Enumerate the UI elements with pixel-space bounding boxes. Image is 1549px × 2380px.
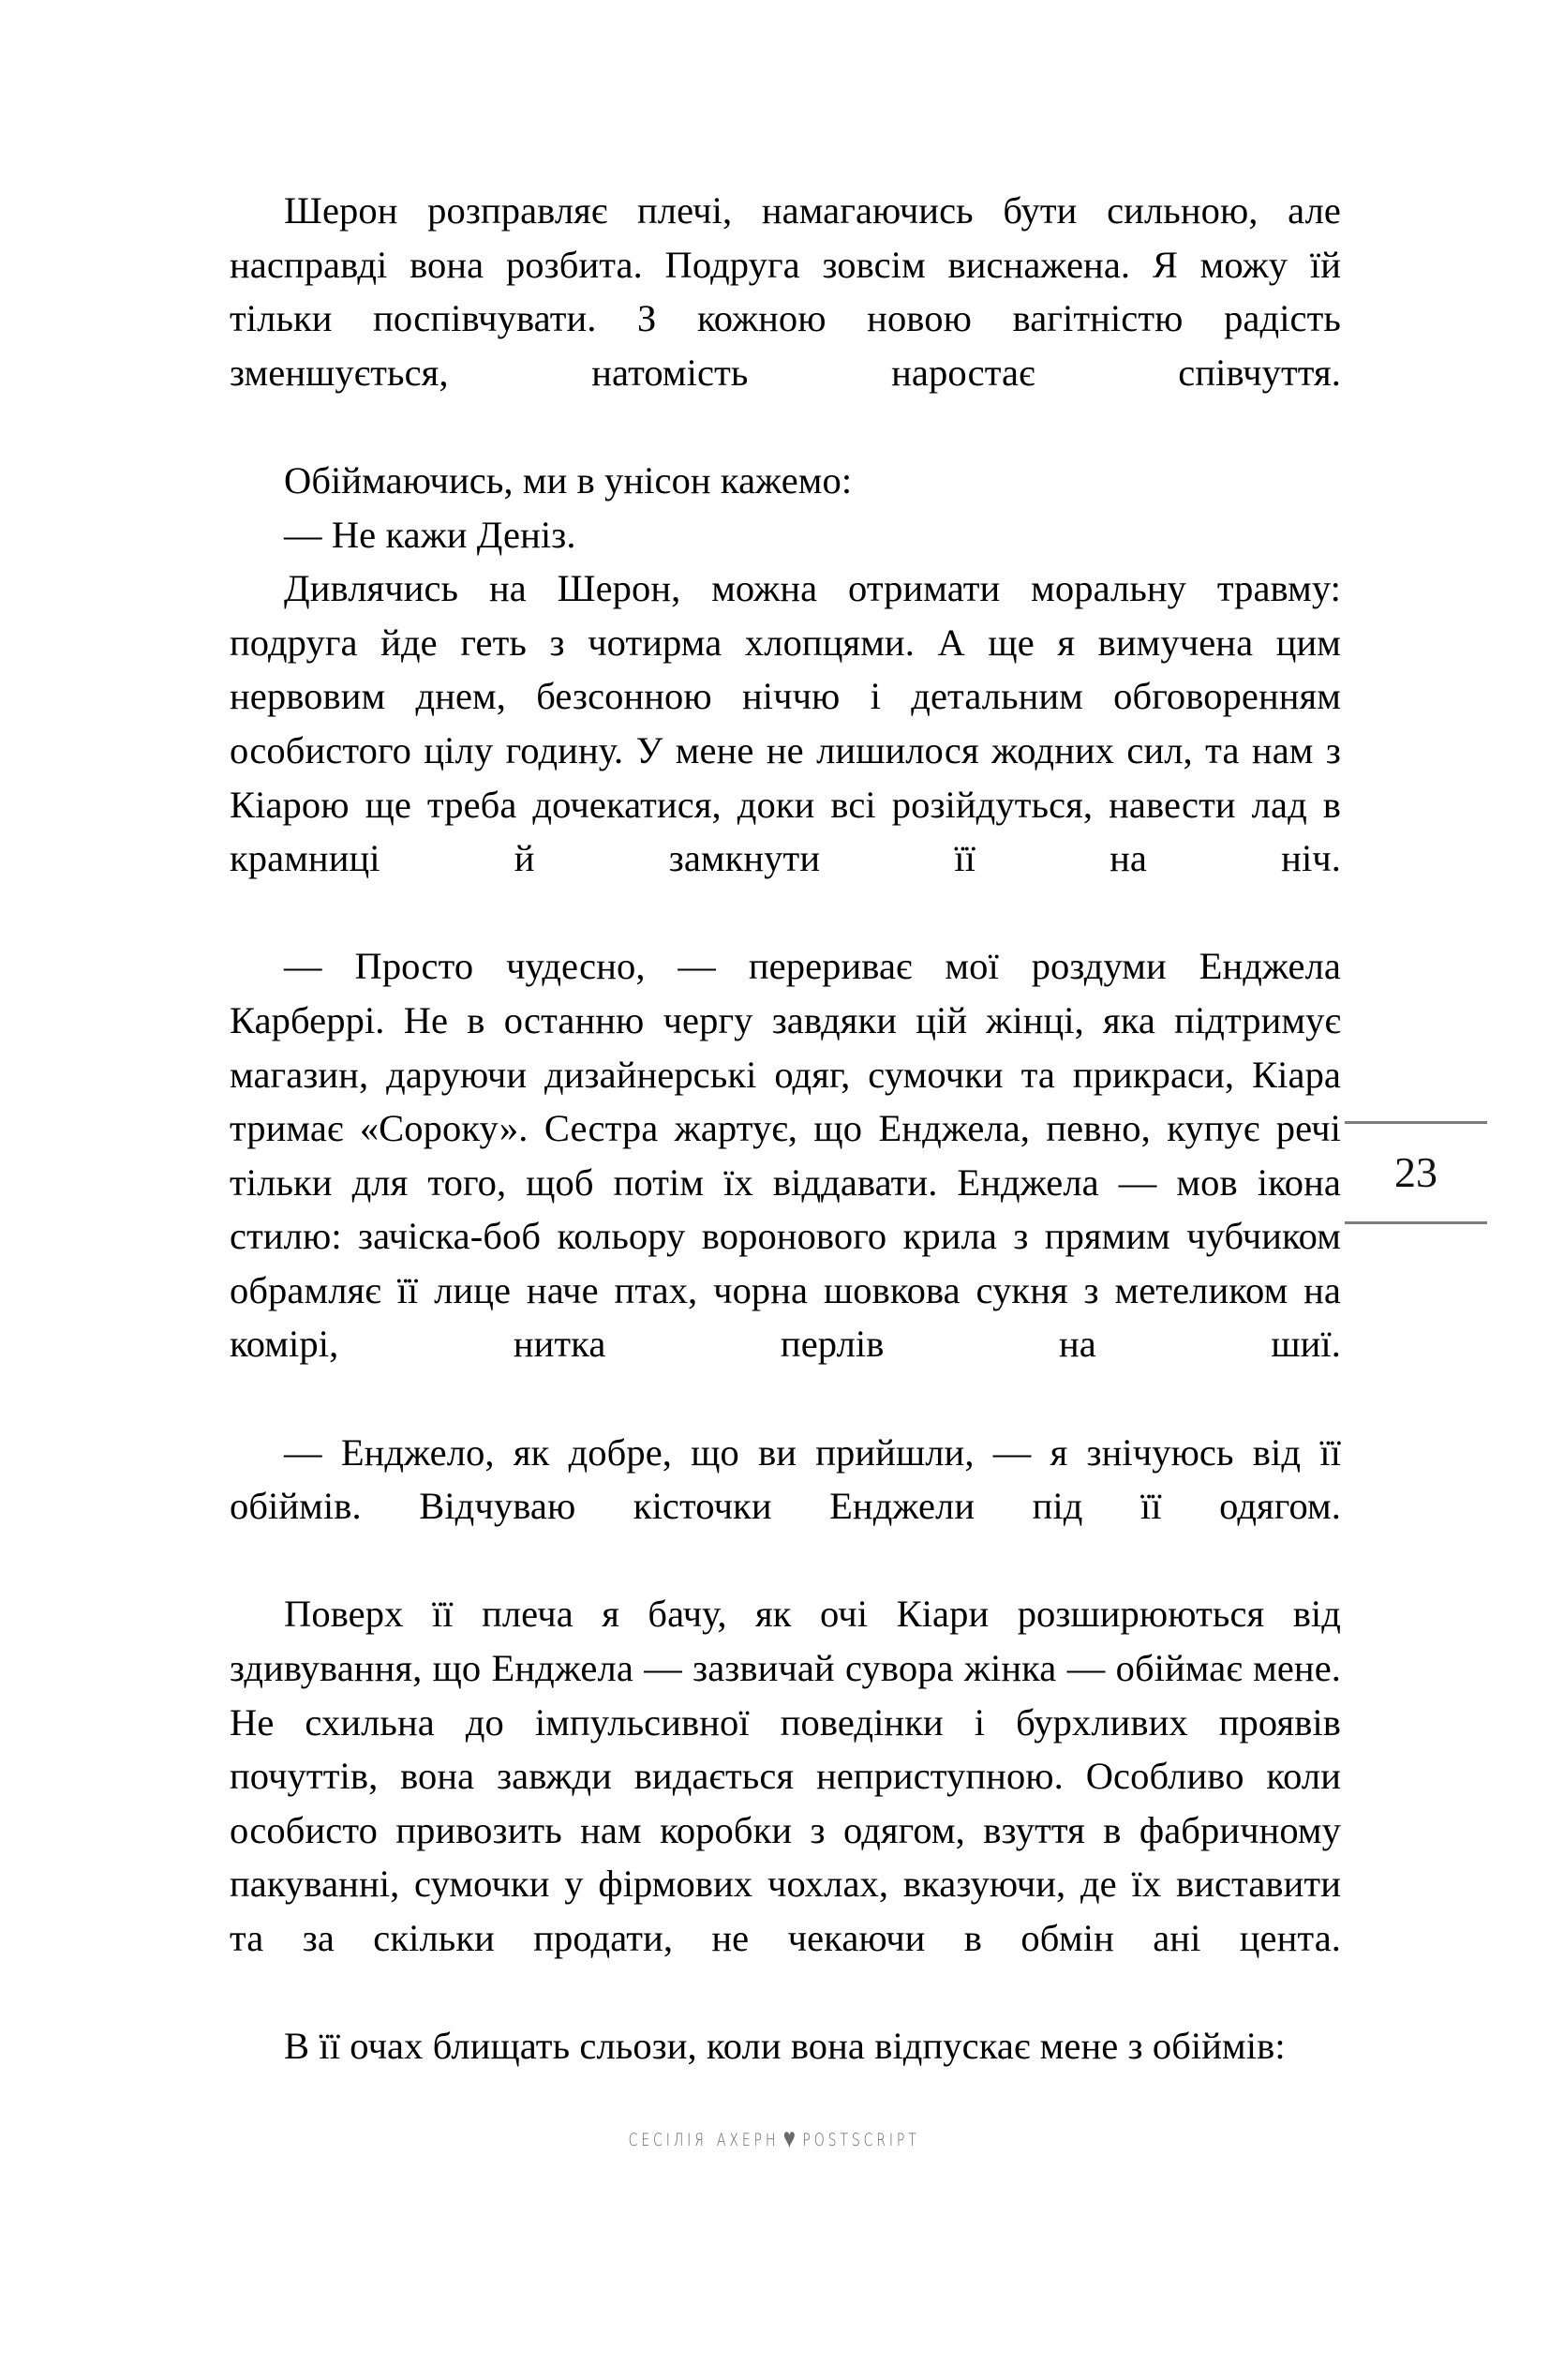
- paragraph-dialogue: — Енджело, як добре, що ви прийшли, — я знічуюсь від її обіймів. Відчуваю кісточки Енджели під її одягом.: [230, 1430, 1341, 1528]
- paragraph: Обіймаючись, ми в унісон кажемо:: [284, 458, 853, 501]
- footer-author: сесілія ахерн: [628, 2123, 780, 2152]
- footer-book-title: postscript: [802, 2123, 921, 2152]
- paragraph: Дивлячись на Шерон, можна отримати моральну травму: подруга йде геть з чотирма хлопцями. А ще я вимучена цим нервовим днем, безсонною ніччю і детальним обговоренням особистого цілу годину. У мене не лишилося жодних сил, та нам з Кіарою ще треба дочекатися, доки всі розійдуться, навести лад в крамниці й замкнути її на ніч.: [230, 567, 1341, 880]
- running-footer: [0, 2117, 1549, 2159]
- paragraph-dialogue: — Не кажи Деніз.: [284, 513, 576, 556]
- paragraph: В її очах блищать сльози, коли вона відпускає мене з обіймів:: [284, 2025, 1286, 2068]
- heart-icon: ♥: [783, 2122, 797, 2155]
- paragraph: Шерон розправляє плечі, намагаючись бути сильною, але насправді вона розбита. Подруга зовсім виснажена. Я можу їй тільки поспівчувати. З кожною новою вагітністю радість зменшується, натомість наростає співчуття.: [230, 189, 1341, 394]
- paragraph-dialogue: — Просто чудесно, — перериває мої роздуми Енджела Карберрі. Не в останню чергу завдяки цій жінці, яка підтримує магазин, даруючи дизайнерські одяг, сумочки та прикраси, Кіара тримає «Сороку». Сестра жартує, що Енджела, певно, купує речі тільки для того, щоб потім їх віддавати. Енджела — мов ікона стилю: зачіска-боб кольору воронового крила з прямим чубчиком обрамляє її лице наче птах, чорна шовкова сукня з метеликом на комірі, нитка перлів на шиї.: [230, 945, 1341, 1366]
- paragraph: Поверх її плеча я бачу, як очі Кіари розширюються від здивування, що Енджела — зазвичай сувора жінка — обіймає мене. Не схильна до імпульсивної поведінки і бурхливих проявів почуттів, вона завжди видається неприступною. Особливо коли особисто привозить нам коробки з одягом, взуття в фабричному пакуванні, сумочки у фірмових чохлах, вказуючи, де їх виставити та за скільки продати, не чекаючи в обмін ані цента.: [230, 1593, 1341, 1959]
- footer-line: [629, 2117, 920, 2159]
- page-number: 23: [1394, 1148, 1437, 1196]
- folio-rule-bottom: [1345, 1221, 1487, 1224]
- body-text-column: [230, 184, 1341, 2073]
- page-number-box: [1345, 1121, 1487, 1224]
